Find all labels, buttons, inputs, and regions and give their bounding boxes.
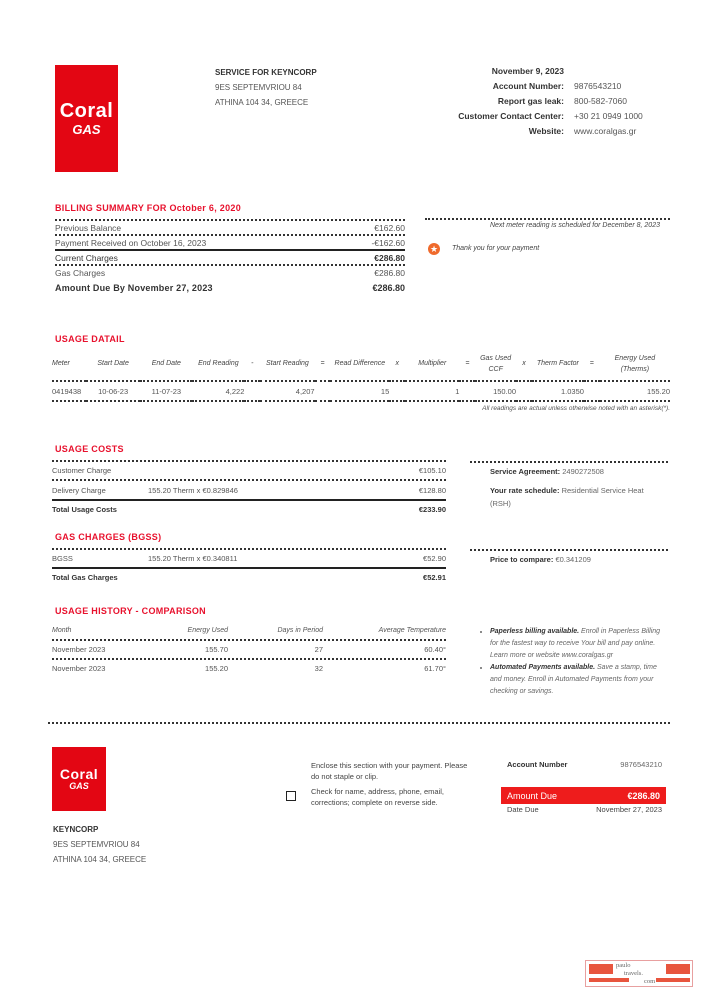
col-start-date: Start Date: [97, 360, 129, 367]
stub-account-number: Account Number 9876543210: [507, 760, 662, 769]
logo-text-gas: GAS: [72, 122, 101, 137]
contact-center-label: Customer Contact Center:: [458, 111, 564, 121]
billing-summary-table: [55, 219, 405, 297]
promo-automated-payments: • Automated Payments available. Save a stamp, time and money. Enroll in Automated Payments from your checking or savings.: [490, 662, 670, 698]
col-start-reading: Start Reading: [266, 360, 309, 367]
gas-leak-phone[interactable]: 800-582-7060: [574, 96, 627, 106]
col-gas-used: Gas Used CCF: [480, 354, 512, 373]
col-therm-factor: Therm Factor: [536, 360, 579, 367]
service-agreement: Service Agreement: 2490272508: [490, 467, 604, 476]
amount-due-label: Amount Due: [507, 790, 558, 801]
summary-row-amount-due: Amount Due By November 27, 2023 €286.80: [55, 283, 405, 293]
account-number-label: Account Number:: [492, 81, 564, 91]
table-row: 0419438 10-06-23 11-07-23 4,222 4,207 15 1 150.00 1.0350 155.20: [52, 381, 670, 401]
promo-paperless-billing: • Paperless billing available. Enroll in Paperless Billing for the fastest way to receive Your bill and pay online. Learn more or website www.coralgas.gr: [490, 626, 670, 662]
address-change-note: Check for name, address, phone, email, corrections; complete on reverse side.: [311, 787, 444, 807]
enclose-note: Enclose this section with your payment. Please do not staple or clip.: [311, 761, 468, 781]
gas-leak-label: Report gas leak:: [497, 96, 564, 106]
next-reading-note: Next meter reading is scheduled for December 8, 2023: [489, 222, 660, 229]
bill-date: November 9, 2023: [491, 66, 564, 76]
address-line-2: ATHINA 104 34, GREECE: [215, 98, 309, 107]
gas-charges-table: [52, 548, 446, 585]
amount-due-value: €286.80: [627, 790, 660, 801]
logo-text-coral: Coral: [59, 100, 114, 122]
summary-row-previous-balance: Previous Balance €162.60: [55, 222, 405, 233]
usage-history-table: [52, 622, 446, 677]
usage-costs-title: USAGE COSTS: [55, 444, 124, 454]
coral-gas-logo: [55, 65, 118, 172]
price-to-compare: Price to compare: €0.341209: [490, 555, 591, 564]
gas-charges-title: GAS CHARGES (BGSS): [55, 532, 162, 542]
col-end-date: End Date: [151, 360, 181, 367]
table-row: November 2023 155.70 27 60.40°: [52, 645, 446, 654]
rate-schedule: Your rate schedule: Residential Service Heat (RSH): [490, 486, 644, 508]
address-line-1: 9ES SEPTEMVRIOU 84: [215, 83, 302, 92]
summary-row-current-charges: Current Charges €286.80: [55, 252, 405, 263]
col-meter: Meter: [52, 360, 70, 367]
service-for: SERVICE FOR KEYNCORP: [215, 68, 317, 77]
address-change-checkbox[interactable]: [286, 791, 296, 801]
col-multiplier: Multiplier: [418, 360, 447, 367]
star-icon: ★: [429, 244, 439, 254]
stub-customer-address: KEYNCORP 9ES SEPTEMVRIOU 84 ATHINA 104 34, GREECE: [53, 825, 147, 864]
table-row: BGSS 155.20 Therm x €0.340811 €52.90: [52, 554, 446, 563]
table-row: Delivery Charge 155.20 Therm x €0.829846 €128.80: [52, 485, 446, 495]
col-end-reading: End Reading: [198, 360, 239, 367]
account-number-value: 9876543210: [574, 81, 622, 91]
service-address: [215, 65, 317, 110]
stub-coral-gas-logo: Coral GAS: [52, 747, 106, 811]
tear-off-line: [48, 722, 670, 724]
watermark-logo: paulo travels. com: [585, 960, 693, 987]
stub-date-due: Date Due November 27, 2023: [507, 805, 662, 814]
usage-detail-table: Meter Start Date End Date End Reading - Start Reading = Read Difference x Multiplier = Gas Used CCF x Therm Factor = Energy Used (Therms) 0419438 10-06-23 11-07-23 4,222 4,207 15 1 150.00 1.0350 155.20 All readings are actual unless otherwise noted with an asterisk(*).: [52, 347, 672, 412]
website-link[interactable]: www.coralgas.gr: [574, 126, 637, 136]
col-energy-used: Energy Used (Therms): [614, 354, 656, 373]
billing-summary-title: BILLING SUMMARY FOR October 6, 2020: [55, 203, 242, 213]
summary-row-payment-received: Payment Received on October 16, 2023 -€162.60: [55, 237, 405, 248]
usage-costs-table: [52, 460, 446, 517]
thank-you-note: Thank you for your payment: [452, 245, 540, 252]
usage-history-title: USAGE HISTORY - COMPARISON: [55, 606, 206, 616]
table-row: Customer Charge €105.10: [52, 466, 446, 475]
website-label: Website:: [528, 126, 564, 136]
readings-note: All readings are actual unless otherwise noted with an asterisk(*).: [482, 405, 670, 412]
amount-due-banner: [501, 787, 666, 804]
total-usage-costs-row: Total Usage Costs €233.90: [52, 504, 446, 514]
usage-history-header: Month Energy Used Days in Period Average Temperature: [52, 627, 446, 634]
usage-detail-title: USAGE DATAIL: [55, 334, 125, 344]
table-row: November 2023 155.20 32 61.70°: [52, 664, 446, 673]
contact-center-phone[interactable]: +30 21 0949 1000: [574, 111, 643, 121]
total-gas-charges-row: Total Gas Charges €52.91: [52, 572, 446, 582]
promo-list: [478, 626, 670, 698]
contact-block: [440, 64, 680, 139]
summary-row-gas-charges: Gas Charges €286.80: [55, 267, 405, 278]
col-read-difference: Read Difference: [334, 360, 386, 367]
